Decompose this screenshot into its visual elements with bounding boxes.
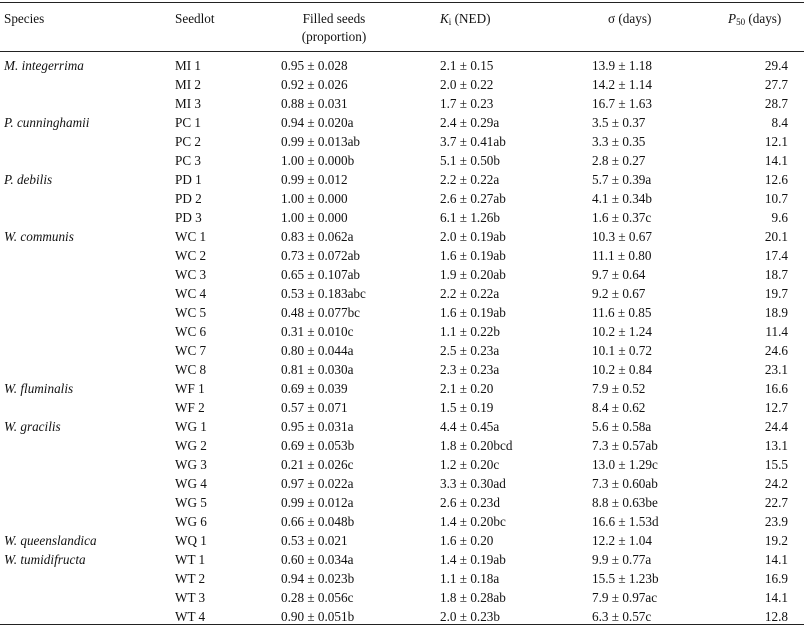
- header-ki-unit: (NED): [451, 11, 491, 26]
- seedlot-cell: WT 1: [175, 552, 206, 567]
- seedlot-cell: WT 2: [175, 571, 206, 586]
- ki-cell: 2.3 ± 0.23a: [440, 362, 500, 377]
- filled-seeds-cell: 1.00 ± 0.000b: [281, 153, 355, 168]
- seedlot-cell: WC 1: [175, 229, 207, 244]
- seedlot-cell: WC 2: [175, 248, 207, 263]
- ki-cell: 2.6 ± 0.23d: [440, 495, 500, 510]
- filled-seeds-cell: 0.31 ± 0.010c: [281, 324, 354, 339]
- filled-seeds-cell: 0.21 ± 0.026c: [281, 457, 354, 472]
- sigma-cell: 13.0 ± 1.29c: [592, 457, 658, 472]
- ki-cell: 2.6 ± 0.27ab: [440, 191, 506, 206]
- p50-cell: 17.4: [764, 248, 788, 263]
- header-p50-unit: (days): [745, 11, 782, 26]
- seedlot-cell: WG 4: [175, 476, 207, 491]
- sigma-cell: 2.8 ± 0.27: [592, 153, 646, 168]
- species-cell: W. queenslandica: [4, 533, 97, 548]
- seedlot-cell: PC 1: [175, 115, 202, 130]
- p50-cell: 18.7: [764, 267, 788, 282]
- sigma-cell: 16.6 ± 1.53d: [592, 514, 659, 529]
- filled-seeds-cell: 0.69 ± 0.039: [281, 381, 348, 396]
- p50-cell: 22.7: [764, 495, 788, 510]
- p50-cell: 14.1: [764, 590, 788, 605]
- header-p50-subscript: 50: [736, 17, 746, 27]
- filled-seeds-cell: 1.00 ± 0.000: [281, 210, 348, 225]
- seedlot-cell: WG 3: [175, 457, 207, 472]
- seedlot-cell: WC 8: [175, 362, 207, 377]
- p50-cell: 12.8: [764, 609, 788, 624]
- sigma-cell: 4.1 ± 0.34b: [592, 191, 652, 206]
- seedlot-cell: WG 2: [175, 438, 207, 453]
- filled-seeds-cell: 0.53 ± 0.021: [281, 533, 348, 548]
- p50-cell: 28.7: [764, 96, 788, 111]
- filled-seeds-cell: 0.65 ± 0.107ab: [281, 267, 361, 282]
- ki-cell: 2.5 ± 0.23a: [440, 343, 500, 358]
- p50-cell: 29.4: [764, 58, 788, 73]
- filled-seeds-cell: 0.80 ± 0.044a: [281, 343, 354, 358]
- seedlot-cell: WC 4: [175, 286, 207, 301]
- seedlot-cell: PD 2: [175, 191, 202, 206]
- sigma-cell: 3.5 ± 0.37: [592, 115, 646, 130]
- sigma-cell: 10.2 ± 0.84: [592, 362, 652, 377]
- p50-cell: 11.4: [765, 324, 788, 339]
- filled-seeds-cell: 0.66 ± 0.048b: [281, 514, 355, 529]
- filled-seeds-cell: 0.99 ± 0.013ab: [281, 134, 361, 149]
- sigma-cell: 10.2 ± 1.24: [592, 324, 652, 339]
- seedlot-cell: WC 5: [175, 305, 207, 320]
- header-seedlot: Seedlot: [175, 11, 215, 26]
- ki-cell: 1.6 ± 0.20: [440, 533, 494, 548]
- p50-cell: 19.2: [764, 533, 788, 548]
- sigma-cell: 12.2 ± 1.04: [592, 533, 652, 548]
- p50-cell: 16.9: [764, 571, 788, 586]
- filled-seeds-cell: 0.81 ± 0.030a: [281, 362, 354, 377]
- p50-cell: 24.4: [764, 419, 788, 434]
- filled-seeds-cell: 0.88 ± 0.031: [281, 96, 348, 111]
- sigma-cell: 5.6 ± 0.58a: [592, 419, 652, 434]
- seedlot-cell: WG 5: [175, 495, 207, 510]
- header-p50-symbol: P: [728, 11, 737, 26]
- sigma-cell: 11.6 ± 0.85: [592, 305, 652, 320]
- filled-seeds-cell: 0.57 ± 0.071: [281, 400, 348, 415]
- filled-seeds-cell: 0.94 ± 0.020a: [281, 115, 354, 130]
- header-ki: [440, 10, 491, 31]
- ki-cell: 4.4 ± 0.45a: [440, 419, 500, 434]
- species-cell: W. fluminalis: [4, 381, 74, 396]
- sigma-cell: 7.9 ± 0.52: [592, 381, 646, 396]
- sigma-cell: 14.2 ± 1.14: [592, 77, 652, 92]
- header-sigma: σ (days): [608, 11, 652, 26]
- filled-seeds-cell: 1.00 ± 0.000: [281, 191, 348, 206]
- sigma-cell: 8.8 ± 0.63be: [592, 495, 658, 510]
- sigma-cell: 10.1 ± 0.72: [592, 343, 652, 358]
- ki-cell: 2.0 ± 0.19ab: [440, 229, 506, 244]
- sigma-cell: 7.3 ± 0.57ab: [592, 438, 658, 453]
- ki-cell: 3.3 ± 0.30ad: [440, 476, 506, 491]
- p50-cell: 16.6: [764, 381, 788, 396]
- ki-cell: 1.9 ± 0.20ab: [440, 267, 506, 282]
- p50-cell: 8.4: [771, 115, 788, 130]
- top-rule: [0, 2, 804, 3]
- ki-cell: 2.2 ± 0.22a: [440, 172, 500, 187]
- ki-cell: 2.0 ± 0.22: [440, 77, 494, 92]
- seedlot-cell: MI 2: [175, 77, 202, 92]
- filled-seeds-cell: 0.92 ± 0.026: [281, 77, 348, 92]
- header-ki-subscript: i: [448, 17, 452, 27]
- seedlot-cell: WF 2: [175, 400, 205, 415]
- header-ki-symbol: K: [440, 11, 449, 26]
- p50-cell: 10.7: [764, 191, 788, 206]
- species-cell: P. debilis: [4, 172, 53, 187]
- seedlot-cell: WF 1: [175, 381, 205, 396]
- seedlot-cell: WC 6: [175, 324, 207, 339]
- seedlot-cell: WQ 1: [175, 533, 207, 548]
- header-filled-seeds-line2: (proportion): [301, 29, 367, 44]
- filled-seeds-cell: 0.53 ± 0.183abc: [281, 286, 366, 301]
- p50-cell: 19.7: [764, 286, 788, 301]
- ki-cell: 1.5 ± 0.19: [440, 400, 494, 415]
- seedlot-cell: WT 4: [175, 609, 206, 624]
- seedlot-cell: PD 3: [175, 210, 202, 225]
- p50-cell: 12.7: [764, 400, 788, 415]
- seedlot-cell: WG 6: [175, 514, 207, 529]
- p50-cell: 23.9: [764, 514, 788, 529]
- filled-seeds-cell: 0.97 ± 0.022a: [281, 476, 354, 491]
- sigma-cell: 6.3 ± 0.57c: [592, 609, 652, 624]
- p50-cell: 27.7: [764, 77, 788, 92]
- p50-cell: 23.1: [764, 362, 788, 377]
- ki-cell: 1.8 ± 0.28ab: [440, 590, 506, 605]
- ki-cell: 1.6 ± 0.19ab: [440, 248, 506, 263]
- ki-cell: 2.1 ± 0.15: [440, 58, 494, 73]
- p50-cell: 20.1: [764, 229, 788, 244]
- seedlot-cell: MI 3: [175, 96, 202, 111]
- filled-seeds-cell: 0.69 ± 0.053b: [281, 438, 355, 453]
- sigma-cell: 13.9 ± 1.18: [592, 58, 652, 73]
- species-cell: M. integerrima: [4, 58, 84, 73]
- p50-cell: 9.6: [771, 210, 788, 225]
- ki-cell: 1.7 ± 0.23: [440, 96, 494, 111]
- sigma-cell: 1.6 ± 0.37c: [592, 210, 652, 225]
- p50-cell: 18.9: [764, 305, 788, 320]
- p50-cell: 14.1: [764, 153, 788, 168]
- sigma-cell: 9.2 ± 0.67: [592, 286, 646, 301]
- header-filled-seeds: [281, 10, 387, 46]
- ki-cell: 1.1 ± 0.18a: [440, 571, 500, 586]
- ki-cell: 5.1 ± 0.50b: [440, 153, 500, 168]
- p50-cell: 12.6: [764, 172, 788, 187]
- sigma-cell: 5.7 ± 0.39a: [592, 172, 652, 187]
- header-species: Species: [4, 11, 45, 26]
- filled-seeds-cell: 0.90 ± 0.051b: [281, 609, 355, 624]
- p50-cell: 15.5: [764, 457, 788, 472]
- sigma-cell: 16.7 ± 1.63: [592, 96, 652, 111]
- sigma-cell: 8.4 ± 0.62: [592, 400, 646, 415]
- ki-cell: 2.1 ± 0.20: [440, 381, 494, 396]
- species-cell: W. tumidifructa: [4, 552, 86, 567]
- p50-cell: 24.6: [764, 343, 788, 358]
- ki-cell: 1.8 ± 0.20bcd: [440, 438, 513, 453]
- filled-seeds-cell: 0.73 ± 0.072ab: [281, 248, 361, 263]
- seedlot-cell: PC 3: [175, 153, 202, 168]
- species-cell: W. gracilis: [4, 419, 61, 434]
- sigma-cell: 7.9 ± 0.97ac: [592, 590, 658, 605]
- bottom-rule: [0, 624, 804, 625]
- ki-cell: 1.1 ± 0.22b: [440, 324, 500, 339]
- ki-cell: 1.2 ± 0.20c: [440, 457, 500, 472]
- filled-seeds-cell: 0.60 ± 0.034a: [281, 552, 354, 567]
- species-cell: P. cunninghamii: [4, 115, 90, 130]
- p50-cell: 13.1: [764, 438, 788, 453]
- filled-seeds-cell: 0.83 ± 0.062a: [281, 229, 354, 244]
- ki-cell: 2.2 ± 0.22a: [440, 286, 500, 301]
- sigma-cell: 9.9 ± 0.77a: [592, 552, 652, 567]
- seedlot-cell: MI 1: [175, 58, 202, 73]
- p50-cell: 14.1: [764, 552, 788, 567]
- seedlot-cell: WT 3: [175, 590, 206, 605]
- seedlot-cell: WC 3: [175, 267, 207, 282]
- species-cell: W. communis: [4, 229, 74, 244]
- sigma-cell: 11.1 ± 0.80: [592, 248, 652, 263]
- ki-cell: 2.4 ± 0.29a: [440, 115, 500, 130]
- sigma-cell: 3.3 ± 0.35: [592, 134, 646, 149]
- seedlot-cell: WG 1: [175, 419, 207, 434]
- filled-seeds-cell: 0.95 ± 0.031a: [281, 419, 354, 434]
- header-p50: [728, 10, 781, 31]
- filled-seeds-cell: 0.99 ± 0.012a: [281, 495, 354, 510]
- p50-cell: 12.1: [764, 134, 788, 149]
- ki-cell: 1.6 ± 0.19ab: [440, 305, 506, 320]
- header-filled-seeds-line1: Filled seeds: [302, 11, 366, 26]
- filled-seeds-cell: 0.48 ± 0.077bc: [281, 305, 361, 320]
- seedlot-cell: WC 7: [175, 343, 207, 358]
- ki-cell: 3.7 ± 0.41ab: [440, 134, 506, 149]
- ki-cell: 1.4 ± 0.20bc: [440, 514, 506, 529]
- sigma-cell: 10.3 ± 0.67: [592, 229, 652, 244]
- sigma-cell: 7.3 ± 0.60ab: [592, 476, 658, 491]
- ki-cell: 2.0 ± 0.23b: [440, 609, 500, 624]
- header-rule: [0, 51, 804, 52]
- p50-cell: 24.2: [764, 476, 788, 491]
- filled-seeds-cell: 0.99 ± 0.012: [281, 172, 348, 187]
- seedlot-cell: PD 1: [175, 172, 202, 187]
- ki-cell: 1.4 ± 0.19ab: [440, 552, 506, 567]
- ki-cell: 6.1 ± 1.26b: [440, 210, 500, 225]
- filled-seeds-cell: 0.95 ± 0.028: [281, 58, 348, 73]
- filled-seeds-cell: 0.94 ± 0.023b: [281, 571, 355, 586]
- seedlot-cell: PC 2: [175, 134, 202, 149]
- sigma-cell: 9.7 ± 0.64: [592, 267, 646, 282]
- sigma-cell: 15.5 ± 1.23b: [592, 571, 659, 586]
- filled-seeds-cell: 0.28 ± 0.056c: [281, 590, 354, 605]
